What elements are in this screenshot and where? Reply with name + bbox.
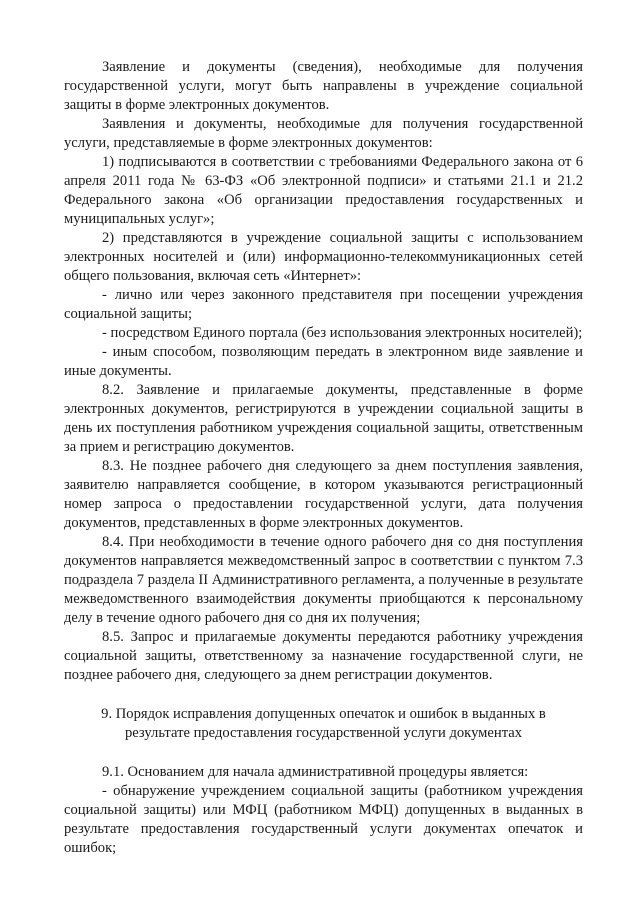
paragraph-bullet-in-person: - лично или через законного представителя при посещении учреждения социальной защиты; [64,287,583,322]
section-9-heading [64,705,583,743]
paragraph-bullet-error-detection: - обнаружение учреждением социальной защиты (работником учреждения социальной защиты) или МФЦ (работником МФЦ) допущенных в выданных в результате предоставления государственный услуги документах опечаток и ошибок; [64,783,583,856]
paragraph-item-2-submission: 2) представляются в учреждение социальной защиты с использованием электронных носителей и (или) информационно-телекоммуникационных сетей общего пользования, включая сеть «Интернет»: [64,230,583,284]
paragraph-8-3: 8.3. Не позднее рабочего дня следующего за днем поступления заявления, заявителю направляется сообщение, в котором указываются регистрационный номер запроса о предоставлении государственной услуги, дата получения документов, представленных в форме электронных документов. [64,458,583,531]
paragraph-8-5: 8.5. Запрос и прилагаемые документы передаются работнику учреждения социальной защиты, ответственному за назначение государственной слуги, не позднее рабочего дня, следующего за днем регистрации документов. [64,629,583,683]
paragraph-bullet-portal: - посредством Единого портала (без использования электронных носителей); [102,325,583,341]
paragraph-9-1: 9.1. Основанием для начала административной процедуры является: [102,764,529,780]
paragraph-8-4: 8.4. При необходимости в течение одного рабочего дня со дня поступления документов направляется межведомственный запрос в соответствии с пунктом 7.3 подраздела 7 раздела II Административного регламента, а полученные в результате межведомственного взаимодействия документы приобщаются к персональному делу в течение одного рабочего дня со дня их получения; [64,534,583,626]
paragraph-electronic-documents-intro: Заявления и документы, необходимые для получения государственной услуги, представляемые в форме электронных документов: [64,116,583,151]
section-9-heading-line-2: результате предоставления государственной услуги документах [124,725,523,741]
paragraph-8-2: 8.2. Заявление и прилагаемые документы, представленные в форме электронных документов, регистрируются в учреждении социальной защиты в день их поступления работником учреждения социальной защиты, ответственным за прием и регистрацию документов. [64,382,583,455]
paragraph-bullet-other: - иным способом, позволяющим передать в электронном виде заявление и иные документы. [64,344,583,379]
paragraph-electronic-submission: Заявление и документы (сведения), необходимые для получения государственной услуги, могут быть направлены в учреждение социальной защиты в форме электронных документов. [64,59,583,113]
section-9-heading-line-1: 9. Порядок исправления допущенных опечаток и ошибок в выданных в [101,706,546,722]
paragraph-item-1-signing: 1) подписываются в соответствии с требованиями Федерального закона от 6 апреля 2011 года № 63-ФЗ «Об электронной подписи» и статьями 21.1 и 21.2 Федерального закона «Об организации предоставления государственных и муниципальных услуг»; [64,154,583,227]
